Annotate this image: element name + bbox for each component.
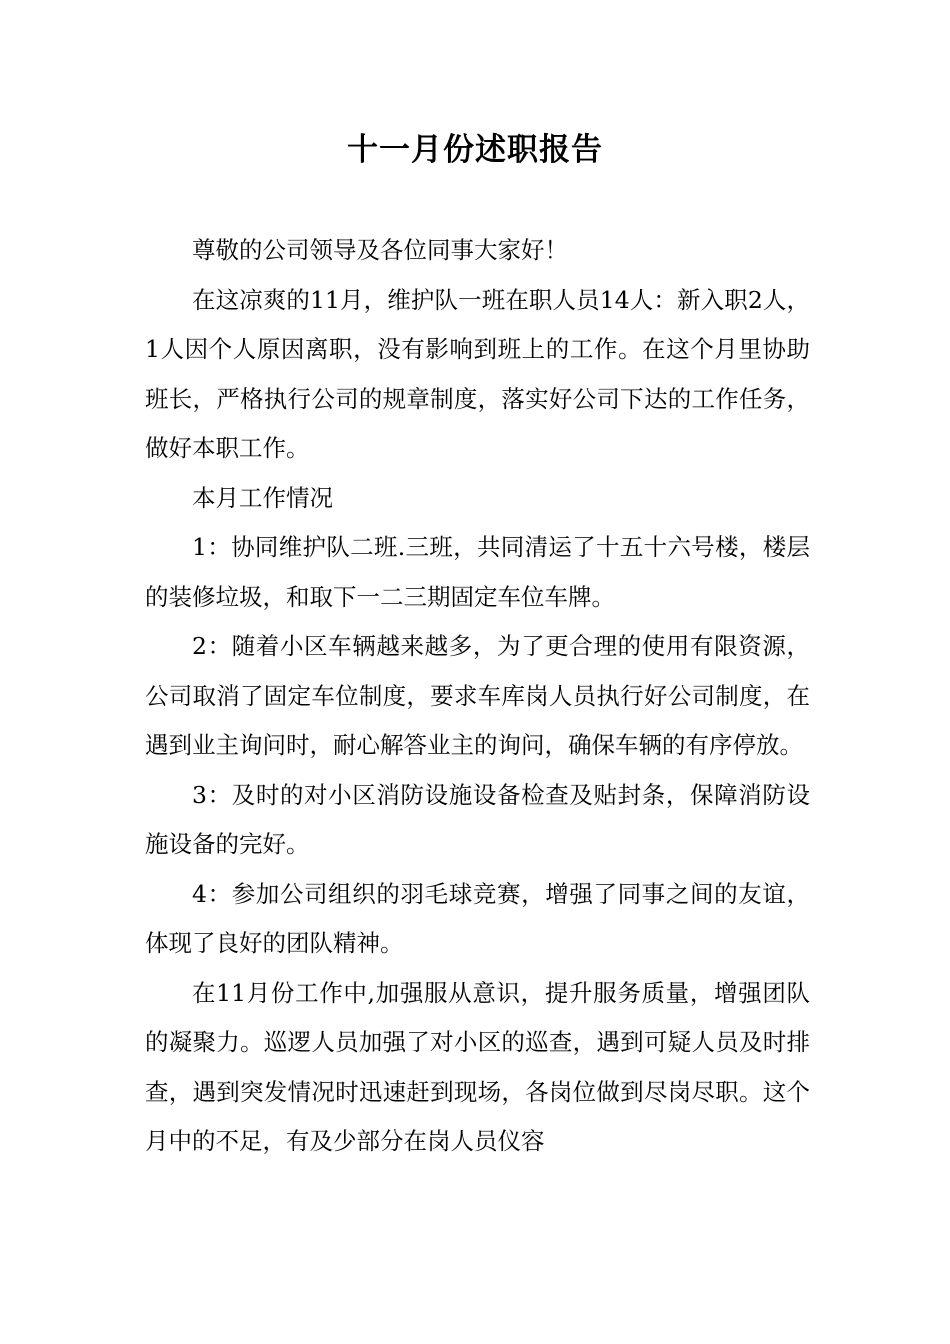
paragraph-greeting: 尊敬的公司领导及各位同事大家好！ (192, 236, 568, 264)
paragraph-item-4: 4：参加公司组织的羽毛球竞赛，增强了同事之间的友谊，体现了良好的团队精神。 (145, 879, 810, 957)
document-body (145, 226, 810, 1167)
paragraph-item-1: 1：协同维护队二班.三班，共同清运了十五十六号楼，楼层的装修垃圾，和取下一二三期固定车位车牌。 (145, 533, 810, 611)
paragraph-item-2: 2：随着小区车辆越来越多，为了更合理的使用有限资源，公司取消了固定车位制度，要求车库岗人员执行好公司制度，在遇到业主询问时，耐心解答业主的询问，确保车辆的有序停放。 (145, 632, 810, 759)
paragraph-intro: 在这凉爽的11月，维护队一班在职人员14人：新入职2人，1人因个人原因离职，没有影响到班上的工作。在这个月里协助班长，严格执行公司的规章制度，落实好公司下达的工作任务，做好本职工作。 (145, 285, 810, 462)
paragraph-summary: 在11月份工作中,加强服从意识，提升服务质量，增强团队的凝聚力。巡逻人员加强了对小区的巡查，遇到可疑人员及时排查，遇到突发情况时迅速赶到现场，各岗位做到尽岗尽职。这个月中的不足，有及少部分在岗人员仪容 (145, 978, 810, 1155)
paragraph-section-heading: 本月工作情况 (192, 483, 333, 512)
paragraph-item-3: 3：及时的对小区消防设施设备检查及贴封条，保障消防设施设备的完好。 (145, 780, 810, 858)
document-title: 十一月份述职报告 (347, 132, 603, 168)
